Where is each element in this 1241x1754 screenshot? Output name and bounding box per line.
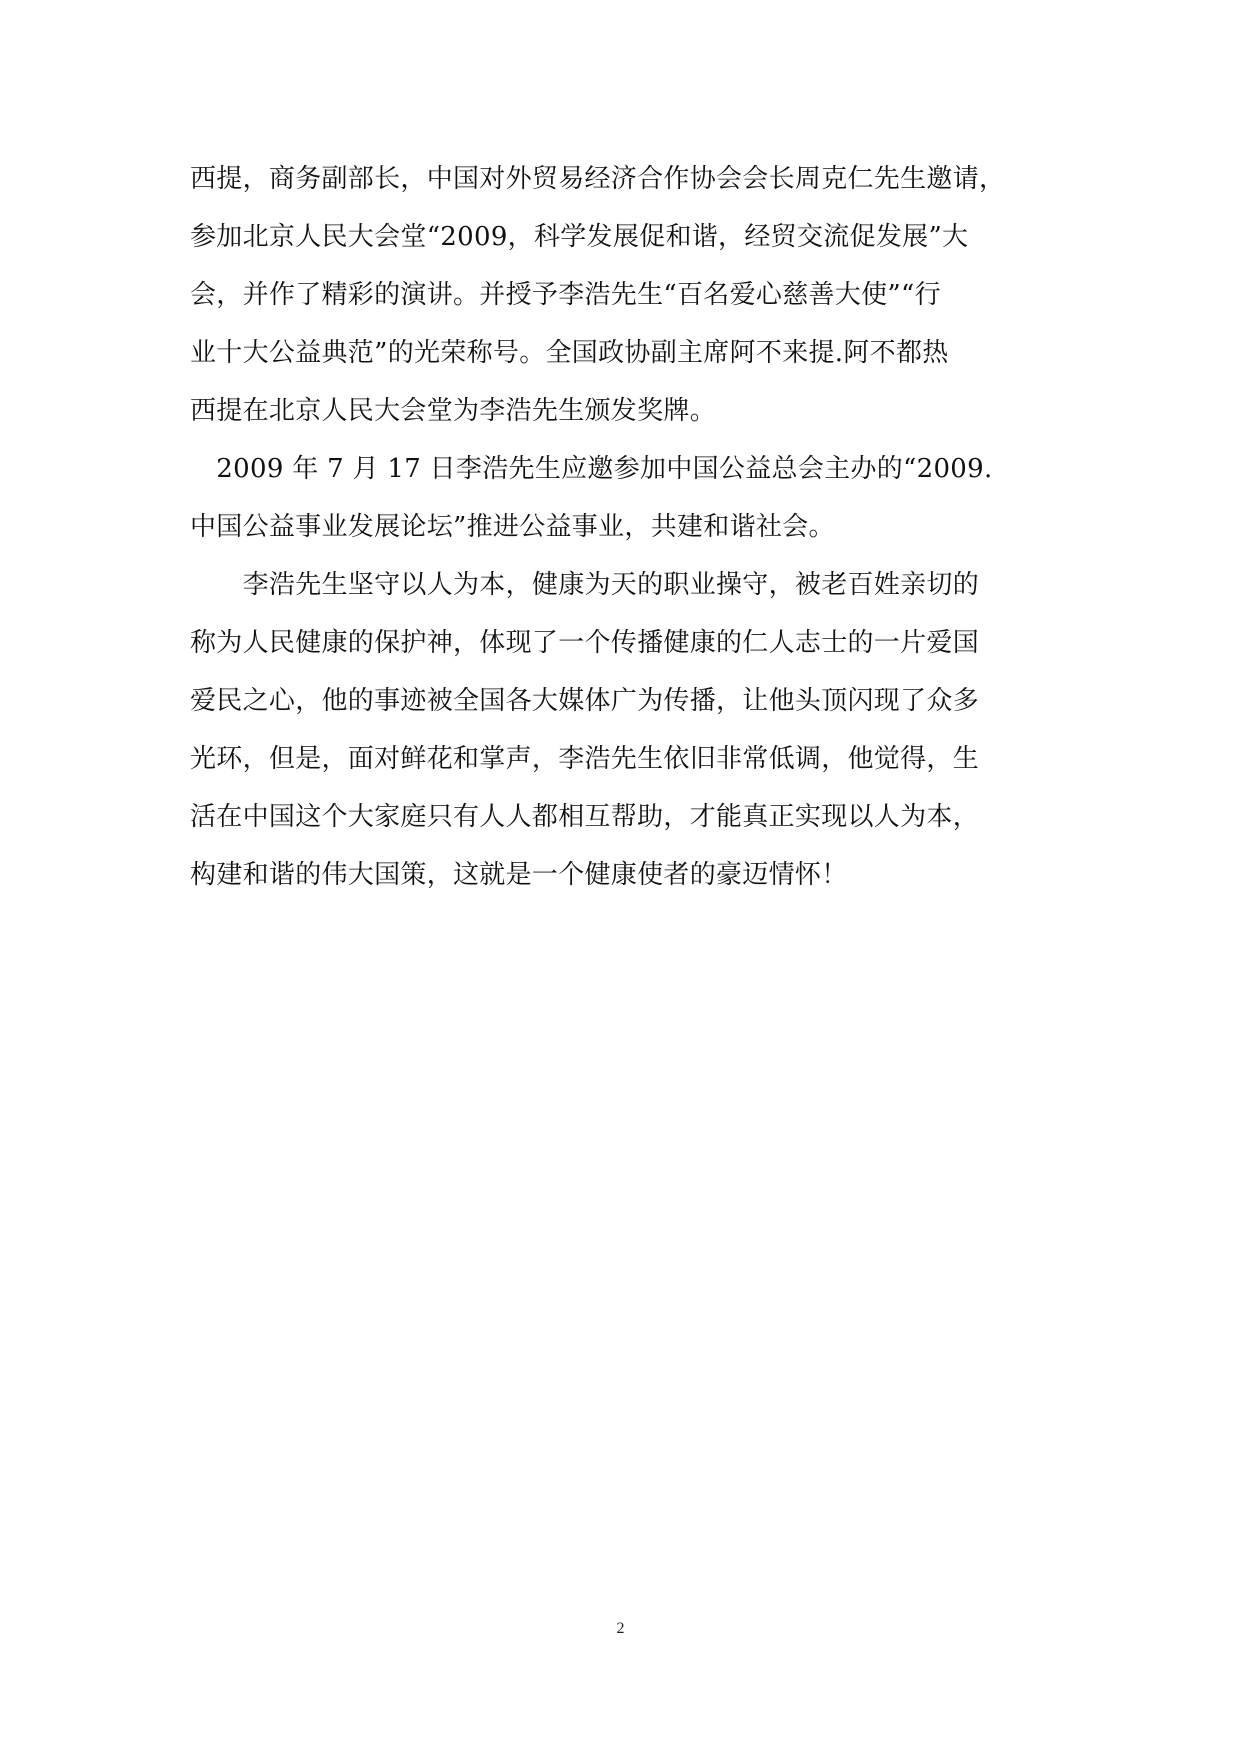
text-line: 李浩先生坚守以人为本，健康为天的职业操守，被老百姓亲切的 (190, 570, 980, 600)
text-line: 称为人民健康的保护神，体现了一个传播健康的仁人志士的一片爱国 (190, 628, 980, 658)
text-line: 西提在北京人民大会堂为李浩先生颁发奖牌。 (190, 396, 717, 426)
text-line: 会，并作了精彩的演讲。并授予李浩先生“百名爱心慈善大使”“行 (190, 280, 941, 310)
body-text (190, 150, 1060, 904)
page-number: 2 (616, 1620, 625, 1637)
text-line: 中国公益事业发展论坛”推进公益事业，共建和谐社会。 (190, 512, 835, 542)
paragraph-3 (190, 556, 1060, 904)
text-line: 西提，商务副部长，中国对外贸易经济合作协会会长周克仁先生邀请， (190, 164, 1006, 194)
paragraph-2 (190, 440, 1060, 556)
text-line: 活在中国这个大家庭只有人人都相互帮助，才能真正实现以人为本， (190, 802, 980, 832)
text-line: 参加北京人民大会堂“2009，科学发展促和谐，经贸交流促发展”大 (190, 222, 969, 252)
text-line: 构建和谐的伟大国策，这就是一个健康使者的豪迈情怀！ (190, 860, 848, 890)
text-line: 2009 年 7 月 17 日李浩先生应邀参加中国公益总会主办的“2009. (190, 454, 993, 484)
text-line: 业十大公益典范”的光荣称号。全国政协副主席阿不来提.阿不都热 (190, 338, 949, 368)
text-line: 爱民之心，他的事迹被全国各大媒体广为传播，让他头顶闪现了众多 (190, 686, 980, 716)
paragraph-1 (190, 150, 1060, 440)
text-line: 光环，但是，面对鲜花和掌声，李浩先生依旧非常低调，他觉得，生 (190, 744, 980, 774)
